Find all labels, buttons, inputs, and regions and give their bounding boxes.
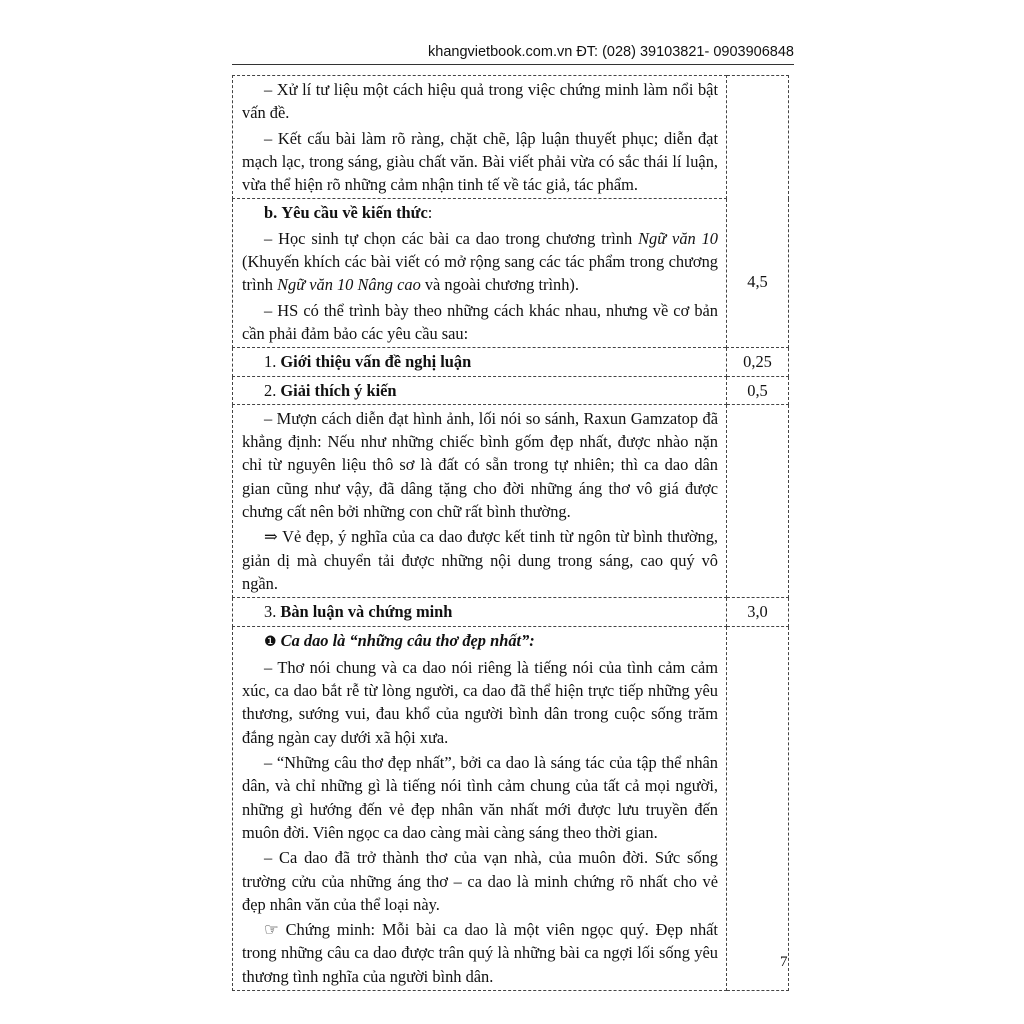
paragraph: – “Những câu thơ đẹp nhất”, bởi ca dao là sáng tác của tập thể nhân dân, và chỉ những gì là tiếng nói tình cảm chung của tất cả mọi người, những gì hướng đến vẻ đẹp nhân văn nhất mới được lưu truyền đến muôn đời. Viên ngọc ca dao càng mài càng sáng theo thời gian. bbox=[242, 753, 718, 842]
content-cell bbox=[233, 199, 727, 348]
score-cell-empty bbox=[727, 626, 789, 990]
score-cell-empty bbox=[727, 404, 789, 597]
page-header: khangvietbook.com.vn ĐT: (028) 39103821- 0903906848 bbox=[428, 44, 794, 60]
score-cell: 3,0 bbox=[727, 598, 789, 626]
table-row bbox=[233, 348, 789, 376]
score-value: 4,5 bbox=[747, 271, 768, 291]
paragraph: – Thơ nói chung và ca dao nói riêng là tiếng nói của tình cảm cảm xúc, ca dao bắt rễ từ lòng người, ca dao đã thể hiện trực tiếp những yêu thương, sướng vui, đau khổ của người bình dân trong cuộc sống trăm đắng ngàn cay dưới xã hội xưa. bbox=[242, 657, 718, 747]
content-cell bbox=[233, 404, 727, 597]
table-row bbox=[233, 404, 789, 597]
table-row bbox=[233, 626, 789, 990]
paragraph: – Xử lí tư liệu một cách hiệu quả trong việc chứng minh làm nổi bật vấn đề. bbox=[242, 80, 718, 123]
section-heading: 1. Giới thiệu vấn đề nghị luận bbox=[264, 352, 472, 372]
implies-arrow-icon: ⇒ bbox=[264, 527, 278, 547]
table-row bbox=[233, 199, 789, 348]
section-heading: b. Yêu cầu về kiến thức: bbox=[264, 203, 433, 223]
paragraph: – Kết cấu bài làm rõ ràng, chặt chẽ, lập luận thuyết phục; diễn đạt mạch lạc, trong sáng, giàu chất văn. Bài viết phải vừa có sắc thái lí luận, vừa thể hiện rõ những cảm nhận tinh tế về tác giả, tác phẩm. bbox=[242, 128, 718, 195]
content-cell bbox=[233, 76, 727, 199]
table-row bbox=[233, 598, 789, 626]
marking-table bbox=[232, 75, 789, 991]
table-row bbox=[233, 376, 789, 404]
section-heading: 3. Bàn luận và chứng minh bbox=[264, 602, 453, 622]
paragraph: ☞ Chứng minh: Mỗi bài ca dao là một viên ngọc quý. Đẹp nhất trong những câu ca dao được trân quý là những bài ca ngợi lối sống yêu thương tình nghĩa của người bình dân. bbox=[242, 920, 718, 986]
paragraph: – Ca dao đã trở thành thơ của vạn nhà, của muôn đời. Sức sống trường cửu của những áng thơ – ca dao là minh chứng rõ nhất cho vẻ đẹp nhân văn của thể loại này. bbox=[242, 848, 718, 914]
paragraph: – Học sinh tự chọn các bài ca dao trong chương trình Ngữ văn 10 (Khuyến khích các bài viết có mở rộng sang các tác phẩm trong chương trình Ngữ văn 10 Nâng cao và ngoài chương trình). bbox=[242, 228, 719, 295]
numbered-bullet-icon: ❶ bbox=[264, 633, 277, 650]
score-cell: 0,25 bbox=[727, 348, 789, 376]
paragraph: – HS có thể trình bày theo những cách khác nhau, nhưng về cơ bản cần phải đảm bảo các yêu cầu sau: bbox=[242, 300, 718, 343]
heading-letter: b. bbox=[264, 203, 278, 223]
table-row bbox=[233, 76, 789, 199]
paragraph: – Mượn cách diễn đạt hình ảnh, lối nói so sánh, Raxun Gamzatop đã khẳng định: Nếu như những chiếc bình gốm đẹp nhất, được nhào nặn chỉ từ nguyên liệu thô sơ là đất có sẵn trong tự nhiên; thì ca dao dân gian cũng như vậy, đã dâng tặng cho đời những áng thơ vô giá được chưng cất nên bởi những con chữ rất bình thường. bbox=[242, 408, 718, 522]
pointing-hand-icon: ☞ bbox=[264, 920, 279, 940]
paragraph: ⇒ Vẻ đẹp, ý nghĩa của ca dao được kết tinh từ ngôn từ bình thường, giản dị mà chuyển tải được những nội dung trong sáng, cao quý vô ngần. bbox=[242, 527, 718, 593]
score-cell bbox=[727, 76, 789, 348]
section-heading: 2. Giải thích ý kiến bbox=[264, 380, 397, 400]
content-cell bbox=[233, 598, 727, 626]
content-cell bbox=[233, 348, 727, 376]
content-cell bbox=[233, 376, 727, 404]
sub-heading: ❶ Ca dao là “những câu thơ đẹp nhất”: bbox=[264, 630, 535, 650]
header-rule bbox=[232, 64, 794, 65]
content-cell bbox=[233, 626, 727, 990]
page-number: 7 bbox=[780, 954, 788, 970]
score-cell: 0,5 bbox=[727, 376, 789, 404]
heading-text: Yêu cầu về kiến thức bbox=[281, 203, 428, 223]
